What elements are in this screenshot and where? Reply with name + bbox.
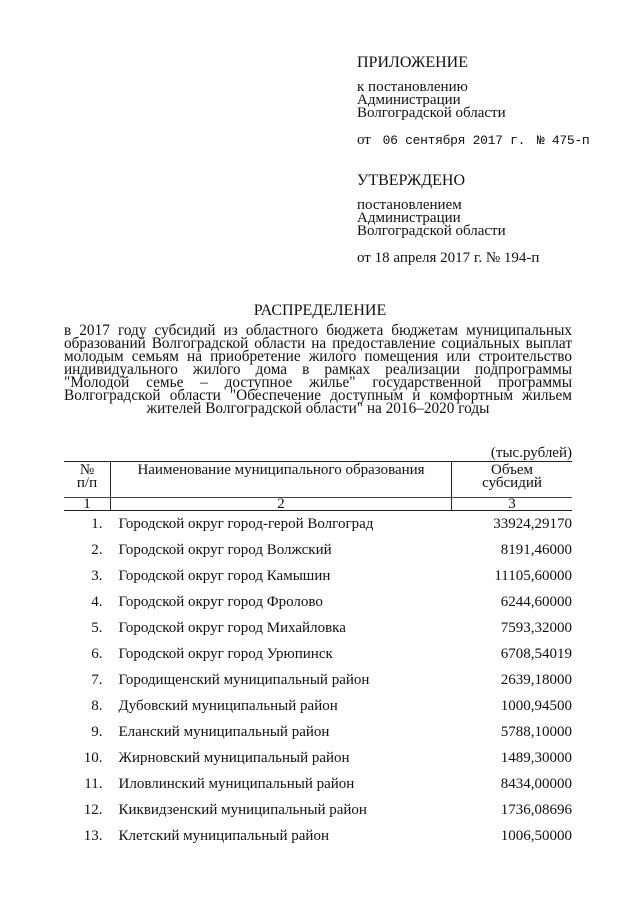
row-number: 11. bbox=[84, 775, 103, 792]
table-row bbox=[64, 667, 572, 693]
row-number: 1. bbox=[91, 515, 103, 532]
document-title: РАСПРЕДЕЛЕНИЕ bbox=[253, 302, 387, 319]
appendix-block bbox=[357, 56, 589, 147]
table-row bbox=[64, 771, 572, 797]
approved-line: Администрации bbox=[357, 210, 461, 226]
appendix-line: Администрации bbox=[357, 92, 461, 108]
table-row bbox=[64, 511, 572, 538]
table-row bbox=[64, 745, 572, 771]
row-value: 1489,30000 bbox=[500, 749, 572, 766]
row-value: 7593,32000 bbox=[500, 619, 572, 636]
table-row bbox=[64, 563, 572, 589]
row-name: Городской округ город-герой Волгоград bbox=[118, 515, 374, 532]
appendix-date: 06 сентября 2017 г. bbox=[382, 133, 526, 148]
table-row bbox=[64, 615, 572, 641]
date-prefix: от bbox=[357, 132, 371, 148]
table-row bbox=[64, 589, 572, 615]
appendix-line: Волгоградской области bbox=[357, 105, 506, 121]
row-name: Городищенский муниципальный район bbox=[118, 671, 370, 688]
subtitle-line: в 2017 году субсидий из областного бюджета бюджетам муниципальных bbox=[64, 322, 572, 339]
row-value: 8191,46000 bbox=[500, 541, 572, 558]
row-value: 6708,54019 bbox=[500, 645, 572, 662]
row-name: Городской округ город Камышин bbox=[118, 567, 331, 584]
row-number: 3. bbox=[91, 567, 103, 584]
row-number: 9. bbox=[91, 723, 103, 740]
row-number: 6. bbox=[91, 645, 103, 662]
row-value: 11105,60000 bbox=[494, 567, 572, 584]
subsidy-table bbox=[64, 461, 572, 849]
row-number: 13. bbox=[83, 827, 103, 844]
document-subtitle bbox=[64, 324, 572, 415]
approved-ref: от 18 апреля 2017 г. № 194-п bbox=[357, 250, 540, 266]
appendix-date-line bbox=[357, 134, 589, 147]
col-number-3: 3 bbox=[452, 498, 573, 511]
row-number: 5. bbox=[91, 619, 103, 636]
approved-title: УТВЕРЖДЕНО bbox=[357, 172, 466, 189]
row-number: 7. bbox=[91, 671, 103, 688]
row-name: Иловлинский муниципальный район bbox=[118, 775, 355, 792]
row-value: 1000,94500 bbox=[500, 697, 572, 714]
subtitle-line: "Молодой семье – доступное жилье" государственной программы bbox=[64, 374, 572, 391]
header-name: Наименование муниципального образования bbox=[111, 462, 452, 498]
table-row bbox=[64, 719, 572, 745]
row-value: 8434,00000 bbox=[500, 775, 572, 792]
row-number: 4. bbox=[91, 593, 103, 610]
approved-line: постановлением bbox=[357, 197, 462, 213]
row-value: 2639,18000 bbox=[500, 671, 572, 688]
row-number: 12. bbox=[83, 801, 103, 818]
table-row bbox=[64, 797, 572, 823]
unit-label: (тыс.рублей) bbox=[490, 445, 572, 461]
row-value: 5788,10000 bbox=[500, 723, 572, 740]
col-number-1: 1 bbox=[64, 498, 111, 511]
subtitle-line: индивидуального жилого дома в рамках реализации подпрограммы bbox=[64, 361, 572, 378]
col-number-2: 2 bbox=[111, 498, 452, 511]
appendix-line: к постановлению bbox=[357, 79, 468, 95]
row-name: Клетский муниципальный район bbox=[118, 827, 329, 844]
header-value: Объем субсидий bbox=[452, 462, 573, 498]
row-value: 33924,29170 bbox=[493, 515, 572, 532]
table-row bbox=[64, 537, 572, 563]
table-row bbox=[64, 693, 572, 719]
row-name: Еланский муниципальный район bbox=[118, 723, 330, 740]
appendix-number: № 475-п bbox=[536, 133, 590, 148]
row-number: 10. bbox=[83, 749, 103, 766]
row-name: Киквидзенский муниципальный район bbox=[118, 801, 367, 818]
subtitle-line: Волгоградской области "Обеспечение доступным и комфортным жильем bbox=[64, 387, 572, 404]
row-number: 2. bbox=[91, 541, 103, 558]
row-value: 1736,08696 bbox=[500, 801, 572, 818]
table-row bbox=[64, 823, 572, 849]
row-number: 8. bbox=[91, 697, 103, 714]
subtitle-line: образований Волгоградской области на предоставление социальных выплат bbox=[64, 335, 572, 352]
row-value: 1006,50000 bbox=[500, 827, 572, 844]
subtitle-line: молодым семьям на приобретение жилого помещения или строительство bbox=[64, 348, 572, 365]
row-name: Жирновский муниципальный район bbox=[118, 749, 350, 766]
approved-block bbox=[357, 174, 539, 265]
approved-line: Волгоградской области bbox=[357, 223, 506, 239]
row-value: 6244,60000 bbox=[500, 593, 572, 610]
table-row bbox=[64, 641, 572, 667]
row-name: Городской округ город Урюпинск bbox=[118, 645, 333, 662]
row-name: Дубовский муниципальный район bbox=[118, 697, 338, 714]
row-name: Городской округ город Волжский bbox=[118, 541, 332, 558]
row-name: Городской округ город Фролово bbox=[118, 593, 323, 610]
row-name: Городской округ город Михайловка bbox=[118, 619, 346, 636]
header-number: № п/п bbox=[64, 462, 111, 498]
appendix-title: ПРИЛОЖЕНИЕ bbox=[357, 54, 469, 71]
subtitle-line: жителей Волгоградской области" на 2016–2020 годы bbox=[146, 400, 490, 417]
